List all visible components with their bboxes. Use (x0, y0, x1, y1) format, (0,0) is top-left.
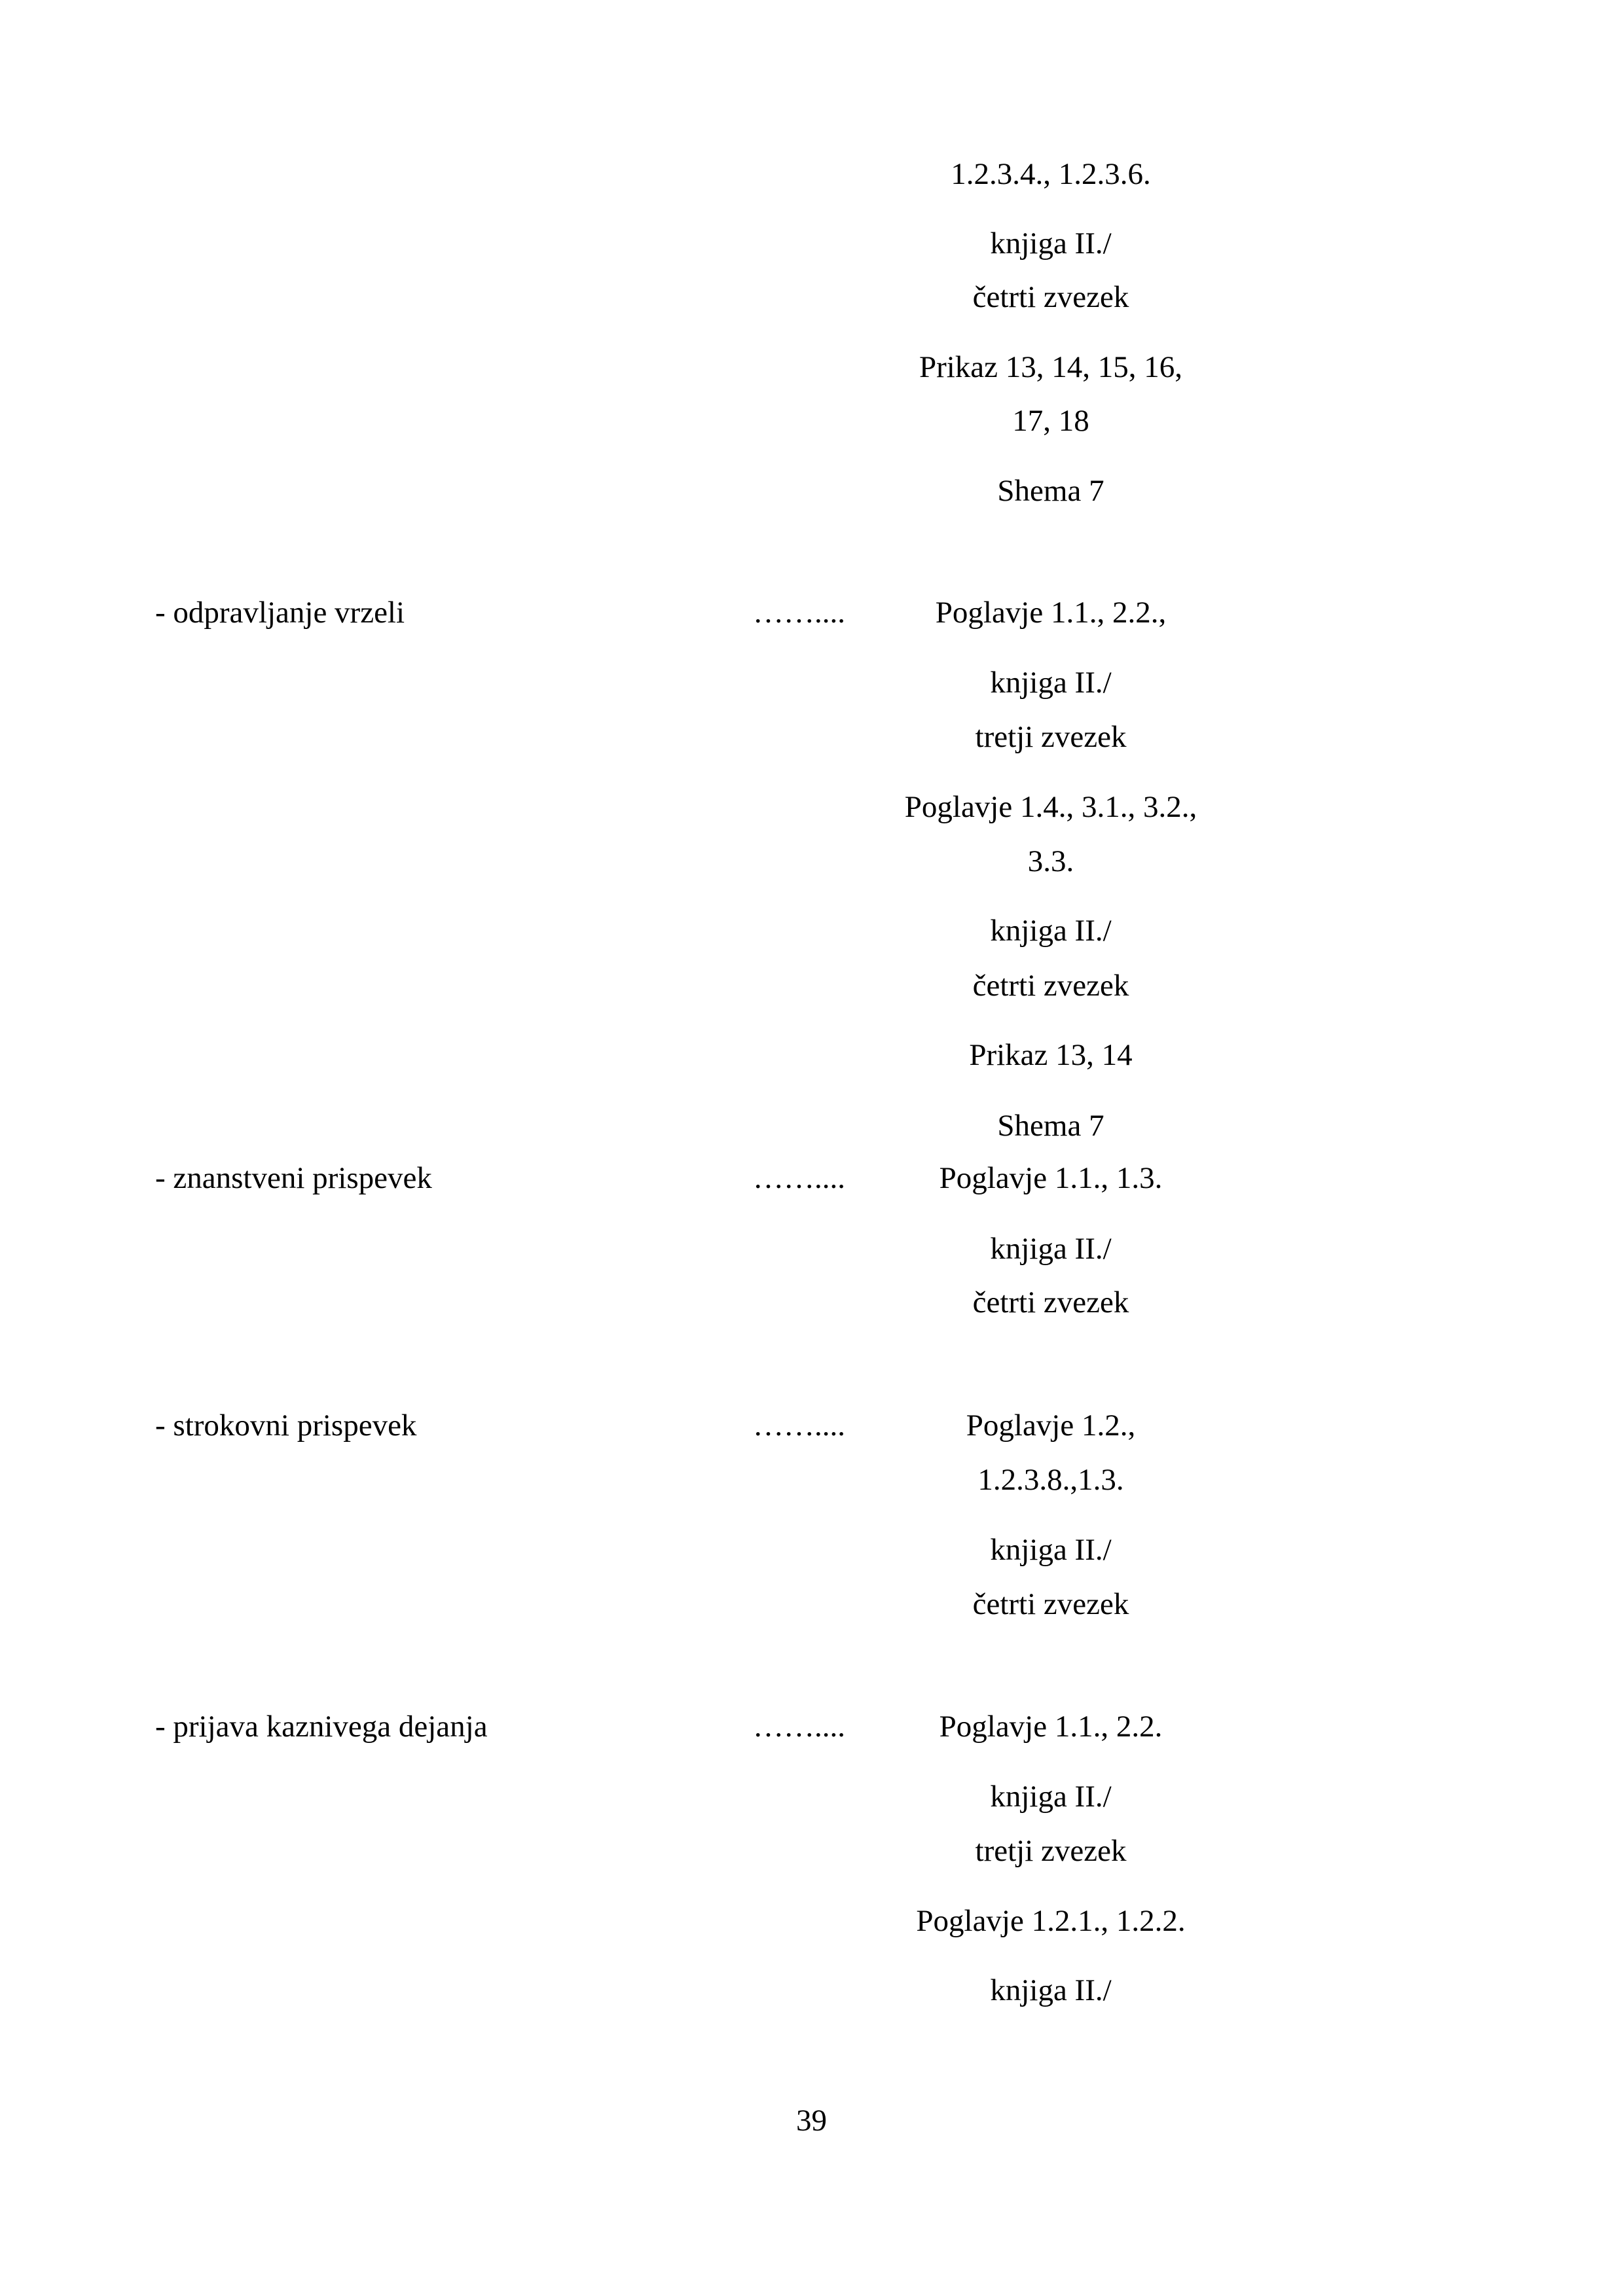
leader-dots: …….... (753, 1710, 845, 1744)
reference-line: knjiga II./ (990, 1780, 1112, 1814)
reference-line: knjiga II./ (990, 1533, 1112, 1567)
entry-label: - odpravljanje vrzeli (155, 596, 405, 630)
reference-line: 17, 18 (1012, 404, 1089, 438)
reference-line: 1.2.3.4., 1.2.3.6. (951, 157, 1151, 191)
reference-line: knjiga II./ (990, 666, 1112, 700)
reference-line: Poglavje 1.1., 1.3. (939, 1161, 1163, 1195)
page-number: 39 (796, 2104, 827, 2138)
leader-dots: …….... (753, 596, 845, 630)
reference-line: tretji zvezek (975, 720, 1127, 754)
entry-label: - strokovni prispevek (155, 1408, 417, 1443)
reference-line: Prikaz 13, 14 (969, 1038, 1133, 1072)
leader-dots: …….... (753, 1161, 845, 1195)
reference-line: 3.3. (1027, 844, 1074, 878)
reference-line: knjiga II./ (990, 914, 1112, 948)
entry-label: - prijava kaznivega dejanja (155, 1710, 488, 1744)
reference-line: Poglavje 1.1., 2.2. (939, 1710, 1163, 1744)
reference-line: Poglavje 1.4., 3.1., 3.2., (904, 790, 1197, 824)
reference-line: četrti zvezek (972, 1285, 1129, 1319)
reference-line: četrti zvezek (972, 969, 1129, 1003)
reference-line: Poglavje 1.2., (966, 1408, 1136, 1443)
reference-line: Poglavje 1.2.1., 1.2.2. (916, 1904, 1186, 1938)
reference-line: Poglavje 1.1., 2.2., (935, 596, 1167, 630)
reference-line: Shema 7 (997, 474, 1104, 508)
reference-line: Shema 7 (997, 1109, 1104, 1143)
entry-label: - znanstveni prispevek (155, 1161, 432, 1195)
reference-line: knjiga II./ (990, 1232, 1112, 1266)
reference-line: Prikaz 13, 14, 15, 16, (919, 350, 1183, 384)
leader-dots: …….... (753, 1408, 845, 1443)
reference-line: knjiga II./ (990, 226, 1112, 260)
reference-line: četrti zvezek (972, 280, 1129, 314)
reference-line: 1.2.3.8.,1.3. (977, 1463, 1124, 1497)
reference-line: knjiga II./ (990, 1973, 1112, 2007)
reference-line: tretji zvezek (975, 1834, 1127, 1868)
reference-line: četrti zvezek (972, 1587, 1129, 1621)
